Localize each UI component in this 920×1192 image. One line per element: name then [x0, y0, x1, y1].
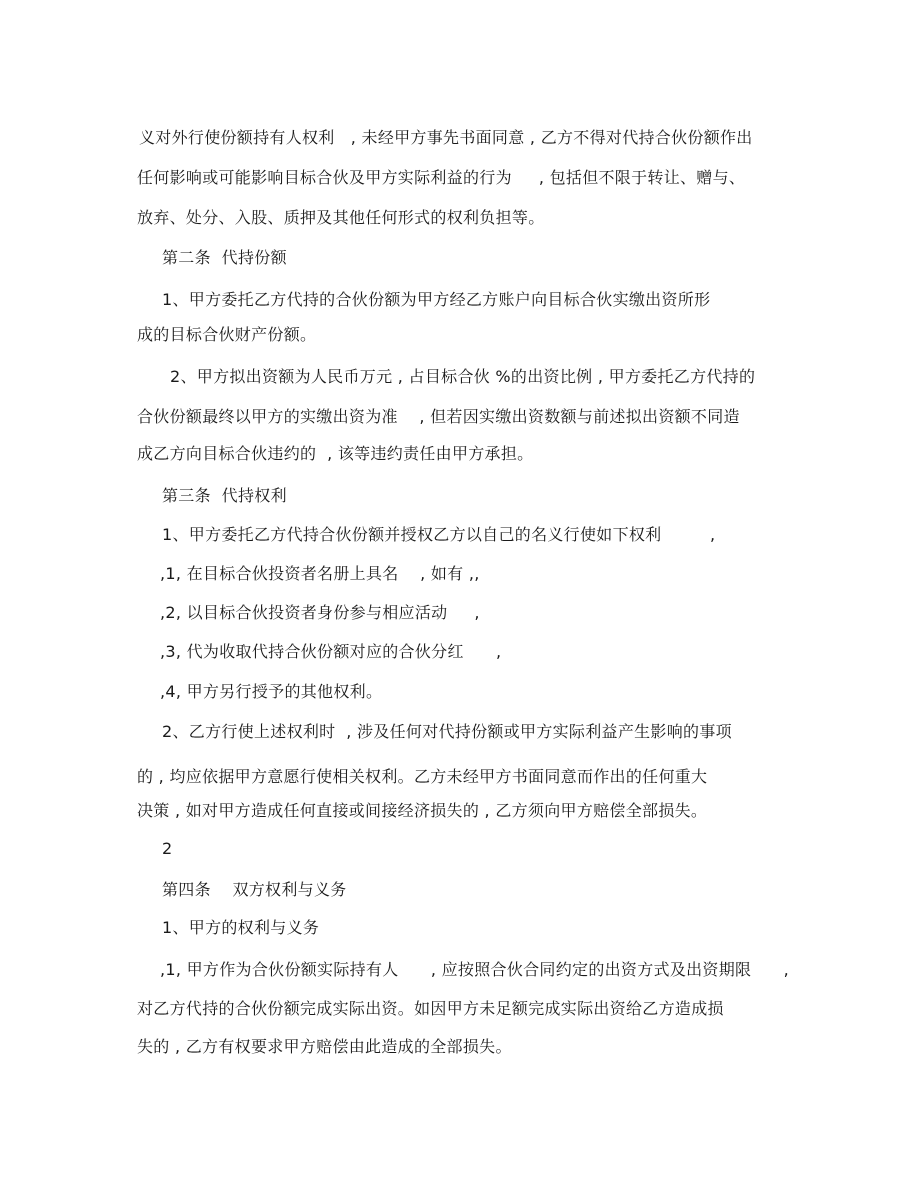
- paragraph-line: 2、乙方行使上述权利时 , 涉及任何对代持份额或甲方实际利益产生影响的事项: [162, 722, 732, 741]
- list-item: ,1, 甲方作为合伙份额实际持有人 , 应按照合伙合同约定的出资方式及出资期限 ,: [160, 960, 790, 979]
- section-heading: 第三条 代持权利: [162, 486, 287, 505]
- list-item: ,3, 代为收取代持合伙份额对应的合伙分红 ,: [160, 642, 502, 661]
- paragraph-line: 的 , 均应依据甲方意愿行使相关权利。乙方未经甲方书面同意而作出的任何重大: [137, 767, 708, 786]
- section-heading: 第四条 双方权利与义务: [162, 880, 347, 899]
- paragraph-line: 成的目标合伙财产份额。: [137, 325, 317, 344]
- paragraph-line: 放弃、处分、入股、质押及其他任何形式的权利负担等。: [137, 208, 545, 227]
- list-item: ,4, 甲方另行授予的其他权利。: [160, 682, 383, 701]
- list-item: ,1, 在目标合伙投资者名册上具名 , 如有 ,,: [160, 564, 480, 583]
- paragraph-line: 1、甲方委托乙方代持合伙份额并授权乙方以自己的名义行使如下权利 ,: [162, 525, 716, 544]
- paragraph-line: 2、甲方拟出资额为人民币万元 , 占目标合伙 %的出资比例 , 甲方委托乙方代持的: [170, 367, 756, 386]
- paragraph-line: 1、甲方的权利与义务: [162, 918, 320, 937]
- page-number: 2: [162, 839, 173, 858]
- paragraph-line: 决策 , 如对甲方造成任何直接或间接经济损失的 , 乙方须向甲方赔偿全部损失。: [137, 801, 708, 820]
- paragraph-line: 1、甲方委托乙方代持的合伙份额为甲方经乙方账户向目标合伙实缴出资所形: [162, 290, 711, 309]
- paragraph-line: 对乙方代持的合伙份额完成实际出资。如因甲方未足额完成实际出资给乙方造成损: [137, 999, 724, 1018]
- paragraph-line: 义对外行使份额持有人权利 , 未经甲方事先书面同意 , 乙方不得对代持合伙份额作出: [139, 128, 753, 147]
- paragraph-line: 失的 , 乙方有权要求甲方赔偿由此造成的全部损失。: [137, 1037, 512, 1056]
- section-heading: 第二条 代持份额: [162, 248, 287, 267]
- paragraph-line: 合伙份额最终以甲方的实缴出资为准 , 但若因实缴出资数额与前述拟出资额不同造: [137, 407, 740, 426]
- paragraph-line: 任何影响或可能影响目标合伙及甲方实际利益的行为 , 包括但不限于转让、赠与、: [137, 168, 746, 187]
- list-item: ,2, 以目标合伙投资者身份参与相应活动 ,: [160, 603, 480, 622]
- paragraph-line: 成乙方向目标合伙违约的 , 该等违约责任由甲方承担。: [137, 444, 534, 463]
